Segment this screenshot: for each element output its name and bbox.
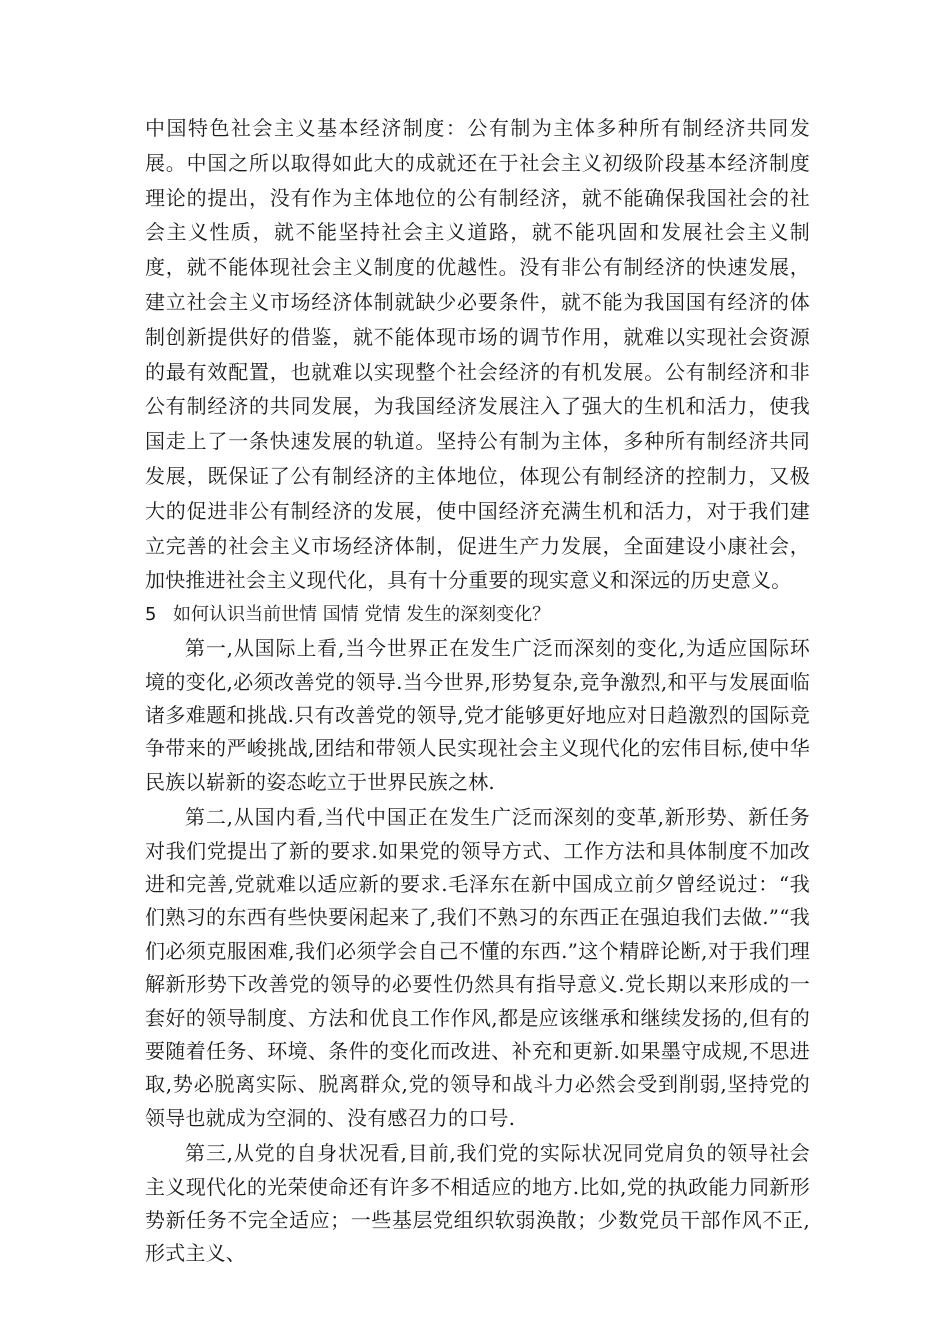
question-heading: [145, 598, 810, 632]
intro-paragraph: 中国特色社会主义基本经济制度：公有制为主体多种所有制经济共同发展。中国之所以取得如此大的成就还在于社会主义初级阶段基本经济制度理论的提出，没有作为主体地位的公有制经济，就不能确保我国社会的社会主义性质，就不能坚持社会主义道路，就不能巩固和发展社会主义制度，就不能体现社会主义制度的优越性。没有非公有制经济的快速发展，建立社会主义市场经济体制就缺少必要条件，就不能为我国国有经济的体制创新提供好的借鉴，就不能体现市场的调节作用，就难以实现社会资源的最有效配置，也就难以实现整个社会经济的有机发展。公有制经济和非公有制经济的共同发展，为我国经济发展注入了强大的生机和活力，使我国走上了一条快速发展的轨道。坚持公有制为主体，多种所有制经济共同发展，既保证了公有制经济的主体地位，体现公有制经济的控制力，又极大的促进非公有制经济的发展，使中国经济充满生机和活力，对于我们建立完善的社会主义市场经济体制，促进生产力发展，全面建设小康社会，加快推进社会主义现代化，具有十分重要的现实意义和深远的历史意义。: [145, 116, 810, 593]
intro-section: [145, 111, 810, 598]
document-page: [145, 111, 810, 1271]
paragraph-international: 第一,从国际上看,当今世界正在发生广泛而深刻的变化,为适应国际环境的变化,必须改善党的领导.当今世界,形势复杂,竞争激烈,和平与发展面临诸多难题和挑战.只有改善党的领导,党才能够更好地应对日趋激烈的国际竞争带来的严峻挑战,团结和带领人民实现社会主义现代化的宏伟目标,使中华民族以崭新的姿态屹立于世界民族之林.: [145, 636, 810, 794]
answer-section: [145, 632, 810, 1271]
paragraph-domestic: 第二,从国内看,当代中国正在发生广泛而深刻的变革,新形势、新任务对我们党提出了新的要求.如果党的领导方式、工作方法和具体制度不加改进和完善,党就难以适应新的要求.毛泽东在新中国成立前夕曾经说过：“我们熟习的东西有些快要闲起来了,我们不熟习的东西正在强迫我们去做.”“我们必须克服困难,我们必须学会自己不懂的东西.”这个精辟论断,对于我们理解新形势下改善党的领导的必要性仍然具有指导意义.党长期以来形成的一套好的领导制度、方法和优良工作作风,都是应该继承和继续发扬的,但有的要随着任务、环境、条件的变化而改进、补充和更新.如果墨守成规,不思进取,势必脱离实际、脱离群众,党的领导和战斗力必然会受到削弱,坚持党的领导也就成为空洞的、没有感召力的口号.: [145, 805, 810, 1130]
paragraph-party-status: 第三,从党的自身状况看,目前,我们党的实际状况同党肩负的领导社会主义现代化的光荣使命还有许多不相适应的地方.比如,党的执政能力同新形势新任务不完全适应；一些基层党组织软弱涣散；少数党员干部作风不正,形式主义、: [145, 1141, 810, 1266]
question-number: 5: [145, 604, 157, 626]
question-title: 如何认识当前世情 国情 党情 发生的深刻变化？: [173, 604, 551, 626]
